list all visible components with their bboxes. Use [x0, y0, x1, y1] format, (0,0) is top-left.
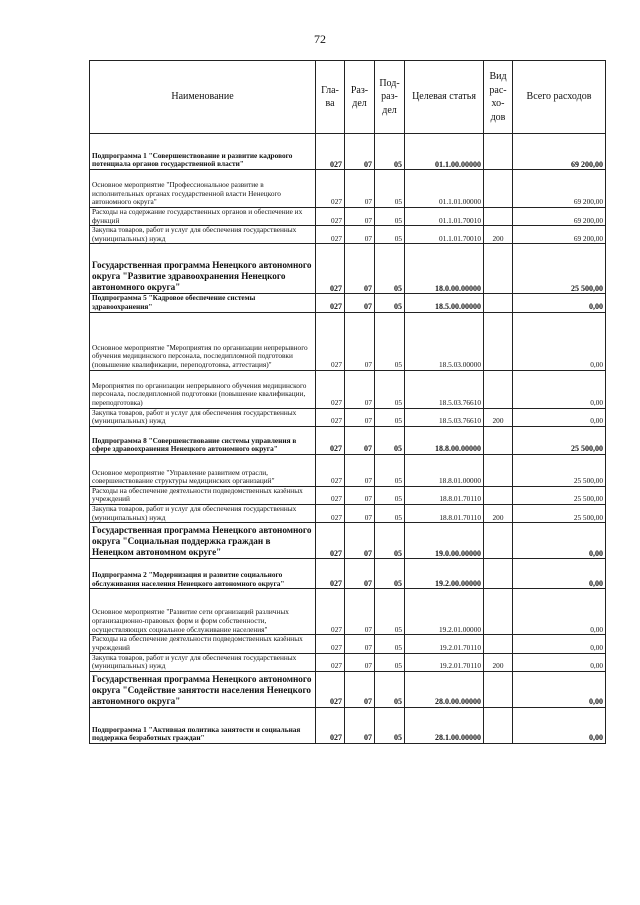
cell-podrazdel: 05 [375, 671, 405, 707]
cell-podrazdel: 05 [375, 486, 405, 504]
cell-podrazdel: 05 [375, 134, 405, 170]
cell-podrazdel: 05 [375, 208, 405, 226]
cell-expense-type [484, 486, 513, 504]
cell-razdel: 07 [345, 505, 375, 523]
table-row [90, 486, 606, 504]
table-row [90, 454, 606, 486]
cell-podrazdel: 05 [375, 505, 405, 523]
cell-target-article: 18.8.01.00000 [405, 454, 484, 486]
cell-target-article: 18.8.01.70110 [405, 486, 484, 504]
table-row [90, 134, 606, 170]
header-total: Всего расходов [513, 61, 606, 134]
cell-razdel: 07 [345, 523, 375, 559]
cell-target-article: 18.8.01.70110 [405, 505, 484, 523]
cell-name: Расходы на содержание государственных органов и обеспечение их функций [90, 208, 316, 226]
cell-expense-type: 200 [484, 408, 513, 426]
cell-target-article: 18.5.03.76610 [405, 408, 484, 426]
cell-glava: 027 [316, 653, 345, 671]
cell-glava: 027 [316, 635, 345, 653]
cell-razdel: 07 [345, 486, 375, 504]
cell-name: Основное мероприятие "Мероприятия по организации непрерывного обучения медицинского персонала, последипломной подготовки (повышение квалификации, переподготовка, аттестация)" [90, 312, 316, 370]
table-row [90, 408, 606, 426]
header-target-article: Целевая статья [405, 61, 484, 134]
table-row [90, 589, 606, 635]
cell-name: Основное мероприятие "Развитие сети организаций различных организационно-правовых форм и форм собственности, осуществляющих социальное обслуживание населения" [90, 589, 316, 635]
header-glava: Гла- ва [316, 61, 345, 134]
cell-total: 69 200,00 [513, 226, 606, 244]
cell-total: 69 200,00 [513, 170, 606, 208]
cell-name: Закупка товаров, работ и услуг для обеспечения государственных (муниципальных) нужд [90, 226, 316, 244]
cell-glava: 027 [316, 226, 345, 244]
cell-target-article: 18.5.03.76610 [405, 370, 484, 408]
cell-target-article: 19.2.01.70110 [405, 653, 484, 671]
cell-glava: 027 [316, 505, 345, 523]
cell-podrazdel: 05 [375, 707, 405, 743]
table-row [90, 294, 606, 312]
table-row [90, 671, 606, 707]
cell-podrazdel: 05 [375, 589, 405, 635]
cell-glava: 027 [316, 559, 345, 589]
table-row [90, 426, 606, 454]
table-row [90, 707, 606, 743]
cell-target-article: 28.0.00.00000 [405, 671, 484, 707]
table-row [90, 208, 606, 226]
cell-podrazdel: 05 [375, 635, 405, 653]
cell-name: Государственная программа Ненецкого автономного округа "Развитие здравоохранения Ненецкого автономного округа" [90, 244, 316, 294]
cell-razdel: 07 [345, 294, 375, 312]
cell-glava: 027 [316, 707, 345, 743]
cell-razdel: 07 [345, 408, 375, 426]
cell-podrazdel: 05 [375, 244, 405, 294]
cell-glava: 027 [316, 294, 345, 312]
cell-name: Государственная программа Ненецкого автономного округа "Социальная поддержка граждан в Ненецком автономном округе" [90, 523, 316, 559]
cell-razdel: 07 [345, 559, 375, 589]
cell-glava: 027 [316, 370, 345, 408]
cell-name: Закупка товаров, работ и услуг для обеспечения государственных (муниципальных) нужд [90, 408, 316, 426]
cell-glava: 027 [316, 454, 345, 486]
cell-expense-type [484, 559, 513, 589]
cell-expense-type [484, 134, 513, 170]
cell-expense-type: 200 [484, 226, 513, 244]
cell-total: 0,00 [513, 408, 606, 426]
header-podrazdel: Под- раз- дел [375, 61, 405, 134]
cell-total: 0,00 [513, 559, 606, 589]
header-razdel: Раз- дел [345, 61, 375, 134]
cell-target-article: 18.5.03.00000 [405, 312, 484, 370]
cell-razdel: 07 [345, 426, 375, 454]
cell-glava: 027 [316, 134, 345, 170]
cell-target-article: 18.0.00.00000 [405, 244, 484, 294]
cell-target-article: 28.1.00.00000 [405, 707, 484, 743]
cell-total: 25 500,00 [513, 454, 606, 486]
cell-name: Основное мероприятие "Профессиональное развитие в исполнительных органах государственной власти Ненецкого автономного округа" [90, 170, 316, 208]
cell-glava: 027 [316, 244, 345, 294]
cell-razdel: 07 [345, 370, 375, 408]
cell-total: 0,00 [513, 635, 606, 653]
table-header-row [90, 61, 606, 134]
cell-target-article: 01.1.01.00000 [405, 170, 484, 208]
cell-razdel: 07 [345, 312, 375, 370]
cell-razdel: 07 [345, 134, 375, 170]
budget-table [89, 60, 606, 744]
cell-expense-type [484, 170, 513, 208]
cell-glava: 027 [316, 671, 345, 707]
table-row [90, 523, 606, 559]
cell-podrazdel: 05 [375, 454, 405, 486]
cell-podrazdel: 05 [375, 294, 405, 312]
cell-podrazdel: 05 [375, 523, 405, 559]
cell-total: 0,00 [513, 370, 606, 408]
cell-total: 0,00 [513, 523, 606, 559]
cell-expense-type [484, 707, 513, 743]
cell-total: 0,00 [513, 589, 606, 635]
cell-expense-type [484, 589, 513, 635]
cell-total: 25 500,00 [513, 486, 606, 504]
page-number: 72 [314, 32, 326, 46]
cell-razdel: 07 [345, 589, 375, 635]
table-row [90, 170, 606, 208]
cell-expense-type [484, 426, 513, 454]
cell-total: 0,00 [513, 653, 606, 671]
cell-podrazdel: 05 [375, 559, 405, 589]
table-row [90, 226, 606, 244]
cell-glava: 027 [316, 408, 345, 426]
cell-expense-type [484, 312, 513, 370]
cell-total: 0,00 [513, 707, 606, 743]
cell-glava: 027 [316, 426, 345, 454]
cell-total: 25 500,00 [513, 244, 606, 294]
cell-razdel: 07 [345, 635, 375, 653]
cell-name: Мероприятия по организации непрерывного обучения медицинского персонала, последипломной подготовки (повышение квалификации, переподготовка) [90, 370, 316, 408]
table-row [90, 244, 606, 294]
cell-glava: 027 [316, 170, 345, 208]
cell-total: 0,00 [513, 312, 606, 370]
cell-expense-type: 200 [484, 505, 513, 523]
table-row [90, 505, 606, 523]
cell-name: Расходы на обеспечение деятельности подведомственных казённых учреждений [90, 486, 316, 504]
cell-glava: 027 [316, 208, 345, 226]
cell-podrazdel: 05 [375, 226, 405, 244]
cell-name: Расходы на обеспечение деятельности подведомственных казённых учреждений [90, 635, 316, 653]
cell-expense-type [484, 294, 513, 312]
cell-expense-type [484, 523, 513, 559]
cell-total: 69 200,00 [513, 134, 606, 170]
cell-razdel: 07 [345, 208, 375, 226]
cell-glava: 027 [316, 589, 345, 635]
cell-podrazdel: 05 [375, 426, 405, 454]
cell-expense-type [484, 244, 513, 294]
cell-expense-type [484, 635, 513, 653]
cell-razdel: 07 [345, 707, 375, 743]
table-row [90, 635, 606, 653]
header-expense-type: Вид рас- хо- дов [484, 61, 513, 134]
cell-target-article: 19.0.00.00000 [405, 523, 484, 559]
cell-name: Закупка товаров, работ и услуг для обеспечения государственных (муниципальных) нужд [90, 653, 316, 671]
cell-name: Подпрограмма 1 "Совершенствование и развитие кадрового потенциала органов государственной власти" [90, 134, 316, 170]
cell-name: Подпрограмма 5 "Кадровое обеспечение системы здравоохранения" [90, 294, 316, 312]
cell-total: 0,00 [513, 671, 606, 707]
cell-expense-type [484, 208, 513, 226]
cell-podrazdel: 05 [375, 408, 405, 426]
cell-name: Подпрограмма 2 "Модернизация и развитие социального обслуживания населения Ненецкого автономного округа" [90, 559, 316, 589]
table-row [90, 370, 606, 408]
cell-total: 25 500,00 [513, 505, 606, 523]
cell-name: Основное мероприятие "Управление развитием отрасли, совершенствование структуры медицинских организаций" [90, 454, 316, 486]
cell-total: 0,00 [513, 294, 606, 312]
cell-expense-type [484, 370, 513, 408]
cell-podrazdel: 05 [375, 312, 405, 370]
cell-target-article: 18.8.00.00000 [405, 426, 484, 454]
cell-podrazdel: 05 [375, 370, 405, 408]
cell-target-article: 19.2.00.00000 [405, 559, 484, 589]
cell-podrazdel: 05 [375, 170, 405, 208]
table-row [90, 653, 606, 671]
cell-razdel: 07 [345, 170, 375, 208]
table-row [90, 559, 606, 589]
cell-total: 69 200,00 [513, 208, 606, 226]
cell-razdel: 07 [345, 671, 375, 707]
cell-target-article: 01.1.00.00000 [405, 134, 484, 170]
cell-glava: 027 [316, 486, 345, 504]
cell-target-article: 19.2.01.00000 [405, 589, 484, 635]
cell-razdel: 07 [345, 454, 375, 486]
cell-razdel: 07 [345, 244, 375, 294]
cell-razdel: 07 [345, 226, 375, 244]
cell-name: Подпрограмма 8 "Совершенствование системы управления в сфере здравоохранения Ненецкого автономного округа" [90, 426, 316, 454]
cell-expense-type [484, 671, 513, 707]
cell-glava: 027 [316, 523, 345, 559]
cell-name: Закупка товаров, работ и услуг для обеспечения государственных (муниципальных) нужд [90, 505, 316, 523]
cell-glava: 027 [316, 312, 345, 370]
cell-expense-type: 200 [484, 653, 513, 671]
cell-target-article: 19.2.01.70110 [405, 635, 484, 653]
cell-target-article: 18.5.00.00000 [405, 294, 484, 312]
cell-name: Подпрограмма 1 "Активная политика занятости и социальная поддержка безработных граждан" [90, 707, 316, 743]
cell-target-article: 01.1.01.70010 [405, 208, 484, 226]
cell-expense-type [484, 454, 513, 486]
cell-target-article: 01.1.01.70010 [405, 226, 484, 244]
cell-podrazdel: 05 [375, 653, 405, 671]
cell-total: 25 500,00 [513, 426, 606, 454]
header-name: Наименование [90, 61, 316, 134]
cell-razdel: 07 [345, 653, 375, 671]
cell-name: Государственная программа Ненецкого автономного округа "Содействие занятости населения Ненецкого автономного округа" [90, 671, 316, 707]
table-row [90, 312, 606, 370]
